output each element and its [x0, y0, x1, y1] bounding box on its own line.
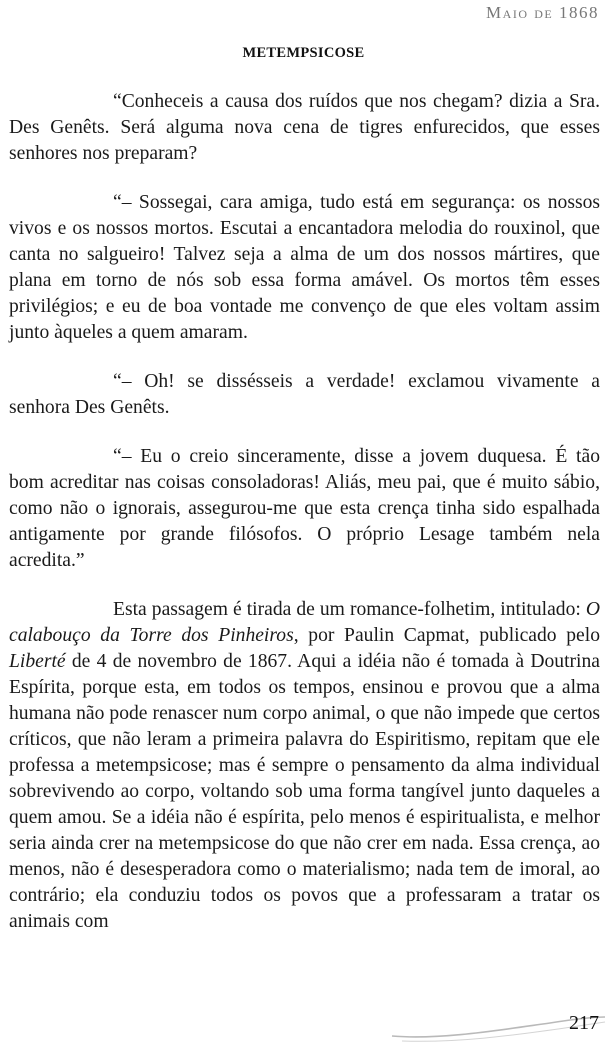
newspaper-title: Liberté [9, 651, 66, 672]
running-head: Maio de 1868 [486, 3, 599, 22]
section-title: METEMPSICOSE [242, 45, 365, 61]
paragraph-quote-1: “Conheceis a causa dos ruídos que nos chegam? dizia a Sra. Des Genêts. Será alguma nova cena de tigres enfurecidos, que esses senhores nos preparam? [9, 91, 600, 164]
page-number: 217 [569, 1012, 599, 1034]
paragraph-commentary [9, 597, 600, 935]
paragraph-quote-2: “– Sossegai, cara amiga, tudo está em segurança: os nossos vivos e os nossos mortos. Escutai a encantadora melodia do rouxinol, que canta no salgueiro! Talvez seja a alma de um dos nossos mártires, que plana em torno de nós sob essa forma amável. Os mortos têm esses privilégios; e eu de boa vontade me convenço de que eles voltam assim junto àqueles a quem amaram. [9, 192, 600, 343]
paragraph-quote-3: “– Oh! se dissésseis a verdade! exclamou vivamente a senhora Des Genêts. [9, 371, 600, 418]
body-text [9, 89, 600, 935]
commentary-text-1: Esta passagem é tirada de um romance-folhetim, intitulado: [113, 599, 586, 620]
paragraph-quote-4: “– Eu o creio sinceramente, disse a jovem duquesa. É tão bom acreditar nas coisas consoladoras! Aliás, meu pai, que é muito sábio, como não o ignorais, assegurou-me que esta crença tinha sido espalhada antigamente por grande filósofos. O próprio Lesage também nela acredita.” [9, 446, 600, 571]
commentary-text-2: , por Paulin Capmat, publicado pelo [293, 625, 600, 646]
novel-title: O calabouço da Torre dos Pinheiros [9, 599, 600, 646]
commentary-text-3: de 4 de novembro de 1867. Aqui a idéia não é tomada à Doutrina Espírita, porque esta, em todos os tempos, ensinou e provou que a alma humana não pode renascer num corpo animal, o que não impede que certos críticos, que não leram a primeira palavra do Espiritismo, repitam que ele professa a metempsicose; mas é sempre o pensamento da alma individual sobrevivendo ao corpo, voltando sob uma forma tangível junto daqueles a quem amou. Se a idéia não é espírita, pelo menos é espiritualista, e melhor seria ainda crer na metempsicose do que não crer em nada. Essa crença, ao menos, não é desesperadora como o materialismo; nada tem de imoral, ao contrário; ela conduziu todos os povos que a professaram a tratar os animais com [9, 651, 600, 932]
